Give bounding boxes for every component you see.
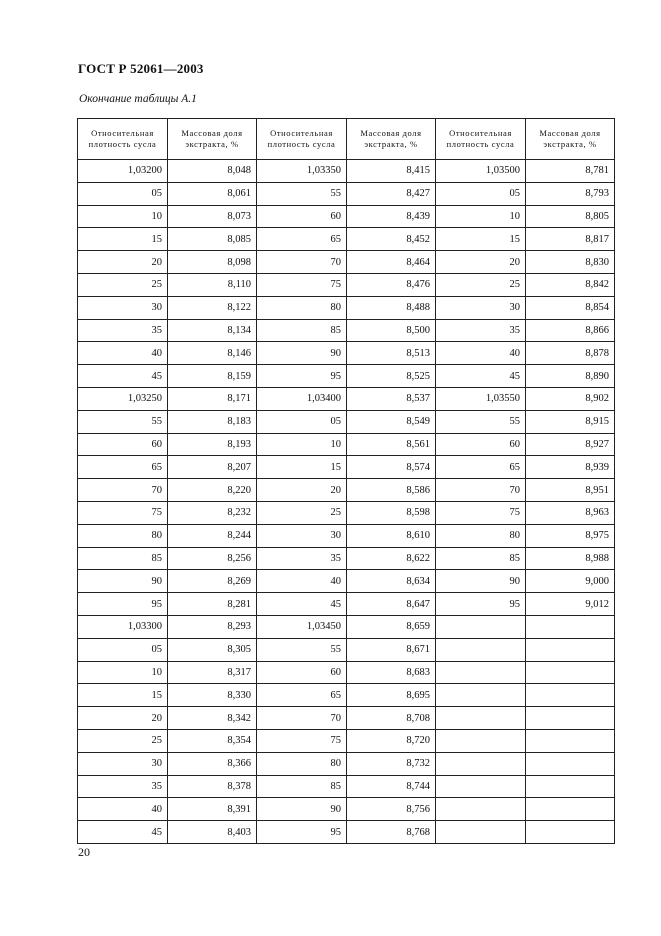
cell-extract-1: 8,256 [168, 547, 257, 570]
header-density-1 [78, 119, 168, 160]
table-row [78, 205, 615, 228]
cell-density-1: 1,03250 [78, 387, 168, 410]
table-row [78, 228, 615, 251]
header-density-3 [436, 119, 526, 160]
cell-extract-1: 8,048 [168, 160, 257, 183]
table-row [78, 410, 615, 433]
cell-extract-2: 8,622 [347, 547, 436, 570]
header-extract-3 [526, 119, 615, 160]
table-row [78, 729, 615, 752]
cell-extract-2: 8,647 [347, 593, 436, 616]
cell-extract-1: 8,110 [168, 273, 257, 296]
cell-extract-1: 8,171 [168, 387, 257, 410]
cell-density-2: 35 [257, 547, 347, 570]
cell-density-1: 65 [78, 456, 168, 479]
cell-density-2: 65 [257, 684, 347, 707]
table-row [78, 821, 615, 844]
table-row [78, 707, 615, 730]
cell-extract-3 [526, 707, 615, 730]
cell-density-1: 20 [78, 707, 168, 730]
table-row [78, 570, 615, 593]
density-extract-table [77, 118, 615, 844]
table-row [78, 160, 615, 183]
table-row [78, 615, 615, 638]
cell-density-3: 15 [436, 228, 526, 251]
table-row [78, 661, 615, 684]
cell-extract-2: 8,427 [347, 182, 436, 205]
cell-extract-1: 8,378 [168, 775, 257, 798]
cell-extract-1: 8,159 [168, 365, 257, 388]
cell-extract-2: 8,439 [347, 205, 436, 228]
cell-density-2: 1,03450 [257, 615, 347, 638]
header-density-2-line-1: Относительная [270, 128, 333, 138]
cell-density-1: 20 [78, 251, 168, 274]
table-row [78, 524, 615, 547]
cell-density-2: 95 [257, 821, 347, 844]
cell-extract-3: 8,902 [526, 387, 615, 410]
cell-extract-2: 8,744 [347, 775, 436, 798]
header-density-2-line-2: плотность сусла [267, 139, 336, 149]
cell-density-2: 55 [257, 182, 347, 205]
table-caption: Окончание таблицы А.1 [79, 93, 197, 105]
cell-density-2: 85 [257, 319, 347, 342]
cell-density-3: 30 [436, 296, 526, 319]
cell-density-2: 60 [257, 205, 347, 228]
cell-extract-3: 8,866 [526, 319, 615, 342]
cell-extract-3 [526, 661, 615, 684]
table-row [78, 182, 615, 205]
cell-density-1: 85 [78, 547, 168, 570]
cell-extract-1: 8,122 [168, 296, 257, 319]
cell-density-1: 05 [78, 182, 168, 205]
cell-density-3: 85 [436, 547, 526, 570]
header-extract-2 [347, 119, 436, 160]
cell-density-3: 80 [436, 524, 526, 547]
cell-density-2: 85 [257, 775, 347, 798]
cell-extract-2: 8,464 [347, 251, 436, 274]
cell-extract-2: 8,452 [347, 228, 436, 251]
cell-density-3: 60 [436, 433, 526, 456]
cell-density-1: 10 [78, 205, 168, 228]
cell-extract-2: 8,708 [347, 707, 436, 730]
table-body [78, 160, 615, 844]
cell-density-3: 90 [436, 570, 526, 593]
table-row [78, 638, 615, 661]
cell-density-1: 40 [78, 342, 168, 365]
cell-density-3: 40 [436, 342, 526, 365]
cell-density-3 [436, 798, 526, 821]
cell-density-2: 45 [257, 593, 347, 616]
cell-density-1: 05 [78, 638, 168, 661]
cell-extract-1: 8,061 [168, 182, 257, 205]
cell-extract-1: 8,146 [168, 342, 257, 365]
table-row [78, 273, 615, 296]
cell-extract-1: 8,183 [168, 410, 257, 433]
cell-density-1: 95 [78, 593, 168, 616]
cell-extract-3 [526, 638, 615, 661]
cell-extract-3: 8,963 [526, 501, 615, 524]
table-row [78, 593, 615, 616]
cell-extract-3: 8,817 [526, 228, 615, 251]
cell-extract-3: 8,805 [526, 205, 615, 228]
cell-extract-2: 8,537 [347, 387, 436, 410]
cell-density-1: 25 [78, 729, 168, 752]
cell-extract-1: 8,366 [168, 752, 257, 775]
cell-density-1: 15 [78, 684, 168, 707]
header-density-3-line-2: плотность сусла [446, 139, 515, 149]
cell-extract-1: 8,330 [168, 684, 257, 707]
cell-density-3 [436, 707, 526, 730]
cell-extract-2: 8,610 [347, 524, 436, 547]
table-row [78, 387, 615, 410]
cell-extract-2: 8,683 [347, 661, 436, 684]
table-row [78, 775, 615, 798]
cell-density-3: 25 [436, 273, 526, 296]
cell-density-1: 1,03300 [78, 615, 168, 638]
cell-density-2: 65 [257, 228, 347, 251]
header-extract-1-line-1: Массовая доля [181, 128, 243, 138]
table-row [78, 456, 615, 479]
cell-extract-2: 8,476 [347, 273, 436, 296]
cell-extract-1: 8,403 [168, 821, 257, 844]
cell-density-1: 55 [78, 410, 168, 433]
cell-density-2: 55 [257, 638, 347, 661]
header-extract-2-line-2: экстракта, % [364, 139, 418, 149]
cell-extract-3: 8,878 [526, 342, 615, 365]
cell-extract-1: 8,220 [168, 479, 257, 502]
cell-extract-2: 8,768 [347, 821, 436, 844]
header-density-3-line-1: Относительная [449, 128, 512, 138]
cell-density-1: 30 [78, 752, 168, 775]
cell-extract-2: 8,586 [347, 479, 436, 502]
cell-density-1: 15 [78, 228, 168, 251]
cell-extract-2: 8,513 [347, 342, 436, 365]
cell-density-3: 55 [436, 410, 526, 433]
cell-extract-1: 8,293 [168, 615, 257, 638]
cell-density-3 [436, 661, 526, 684]
cell-extract-3: 8,793 [526, 182, 615, 205]
cell-density-1: 70 [78, 479, 168, 502]
cell-extract-1: 8,281 [168, 593, 257, 616]
cell-density-3 [436, 684, 526, 707]
cell-density-1: 75 [78, 501, 168, 524]
header-extract-2-line-1: Массовая доля [360, 128, 422, 138]
cell-extract-1: 8,134 [168, 319, 257, 342]
cell-extract-1: 8,317 [168, 661, 257, 684]
cell-density-2: 75 [257, 729, 347, 752]
cell-extract-1: 8,232 [168, 501, 257, 524]
cell-extract-2: 8,415 [347, 160, 436, 183]
cell-extract-2: 8,549 [347, 410, 436, 433]
table-row [78, 296, 615, 319]
cell-extract-2: 8,488 [347, 296, 436, 319]
header-density-1-line-2: плотность сусла [88, 139, 157, 149]
header-extract-3-line-2: экстракта, % [543, 139, 597, 149]
cell-density-2: 90 [257, 798, 347, 821]
cell-density-1: 80 [78, 524, 168, 547]
cell-density-2: 70 [257, 251, 347, 274]
cell-density-3: 10 [436, 205, 526, 228]
table-row [78, 684, 615, 707]
cell-density-1: 45 [78, 821, 168, 844]
header-extract-3-line-1: Массовая доля [539, 128, 601, 138]
cell-extract-1: 8,342 [168, 707, 257, 730]
cell-density-2: 70 [257, 707, 347, 730]
cell-density-2: 80 [257, 296, 347, 319]
cell-density-1: 25 [78, 273, 168, 296]
cell-extract-1: 8,305 [168, 638, 257, 661]
table-row [78, 547, 615, 570]
cell-extract-1: 8,244 [168, 524, 257, 547]
cell-extract-3: 8,927 [526, 433, 615, 456]
document-code: ГОСТ Р 52061—2003 [78, 61, 204, 76]
cell-extract-3: 8,830 [526, 251, 615, 274]
cell-density-1: 35 [78, 319, 168, 342]
cell-extract-2: 8,561 [347, 433, 436, 456]
cell-extract-2: 8,659 [347, 615, 436, 638]
cell-extract-3: 9,012 [526, 593, 615, 616]
cell-density-2: 15 [257, 456, 347, 479]
cell-density-2: 30 [257, 524, 347, 547]
cell-extract-2: 8,720 [347, 729, 436, 752]
cell-extract-3: 8,939 [526, 456, 615, 479]
cell-density-3: 1,03500 [436, 160, 526, 183]
header-density-2 [257, 119, 347, 160]
cell-density-1: 90 [78, 570, 168, 593]
cell-density-2: 95 [257, 365, 347, 388]
cell-density-2: 90 [257, 342, 347, 365]
cell-density-1: 30 [78, 296, 168, 319]
table-row [78, 365, 615, 388]
cell-extract-1: 8,269 [168, 570, 257, 593]
table-row [78, 752, 615, 775]
cell-extract-3: 8,988 [526, 547, 615, 570]
cell-density-3: 65 [436, 456, 526, 479]
cell-extract-1: 8,354 [168, 729, 257, 752]
table-row [78, 251, 615, 274]
cell-extract-2: 8,500 [347, 319, 436, 342]
cell-extract-3 [526, 752, 615, 775]
cell-extract-3: 8,842 [526, 273, 615, 296]
cell-extract-3 [526, 821, 615, 844]
cell-extract-2: 8,634 [347, 570, 436, 593]
cell-density-3 [436, 615, 526, 638]
cell-extract-3: 8,890 [526, 365, 615, 388]
cell-extract-2: 8,695 [347, 684, 436, 707]
cell-density-3 [436, 729, 526, 752]
cell-density-2: 80 [257, 752, 347, 775]
cell-extract-1: 8,098 [168, 251, 257, 274]
cell-density-1: 60 [78, 433, 168, 456]
cell-density-1: 45 [78, 365, 168, 388]
header-extract-1-line-2: экстракта, % [185, 139, 239, 149]
cell-density-3: 70 [436, 479, 526, 502]
cell-density-2: 25 [257, 501, 347, 524]
cell-density-2: 10 [257, 433, 347, 456]
cell-extract-3: 8,951 [526, 479, 615, 502]
cell-extract-3 [526, 775, 615, 798]
cell-density-3: 35 [436, 319, 526, 342]
table-row [78, 798, 615, 821]
cell-extract-1: 8,085 [168, 228, 257, 251]
cell-density-3: 95 [436, 593, 526, 616]
cell-density-1: 40 [78, 798, 168, 821]
cell-density-3 [436, 752, 526, 775]
cell-extract-3 [526, 798, 615, 821]
cell-extract-3 [526, 615, 615, 638]
cell-extract-3: 8,854 [526, 296, 615, 319]
cell-extract-2: 8,598 [347, 501, 436, 524]
cell-extract-2: 8,525 [347, 365, 436, 388]
cell-density-3 [436, 775, 526, 798]
cell-density-3: 20 [436, 251, 526, 274]
cell-density-3 [436, 821, 526, 844]
cell-extract-2: 8,671 [347, 638, 436, 661]
cell-density-3: 1,03550 [436, 387, 526, 410]
cell-extract-3: 8,975 [526, 524, 615, 547]
table-row [78, 319, 615, 342]
cell-extract-2: 8,732 [347, 752, 436, 775]
table-row [78, 501, 615, 524]
cell-extract-1: 8,391 [168, 798, 257, 821]
page-number: 20 [78, 845, 90, 859]
cell-extract-1: 8,073 [168, 205, 257, 228]
cell-density-2: 1,03400 [257, 387, 347, 410]
cell-density-2: 1,03350 [257, 160, 347, 183]
cell-density-1: 35 [78, 775, 168, 798]
header-density-1-line-1: Относительная [91, 128, 154, 138]
table-row [78, 433, 615, 456]
cell-density-1: 1,03200 [78, 160, 168, 183]
cell-extract-1: 8,193 [168, 433, 257, 456]
table-row [78, 342, 615, 365]
cell-extract-3: 9,000 [526, 570, 615, 593]
cell-density-2: 60 [257, 661, 347, 684]
cell-extract-3 [526, 684, 615, 707]
cell-density-3: 45 [436, 365, 526, 388]
cell-density-3 [436, 638, 526, 661]
cell-extract-3: 8,781 [526, 160, 615, 183]
cell-density-3: 05 [436, 182, 526, 205]
cell-density-2: 20 [257, 479, 347, 502]
table-row [78, 479, 615, 502]
cell-density-2: 05 [257, 410, 347, 433]
cell-density-2: 40 [257, 570, 347, 593]
cell-density-3: 75 [436, 501, 526, 524]
cell-extract-3: 8,915 [526, 410, 615, 433]
table-header-row [78, 119, 615, 160]
cell-extract-1: 8,207 [168, 456, 257, 479]
cell-extract-3 [526, 729, 615, 752]
cell-extract-2: 8,574 [347, 456, 436, 479]
cell-extract-2: 8,756 [347, 798, 436, 821]
cell-density-2: 75 [257, 273, 347, 296]
header-extract-1 [168, 119, 257, 160]
cell-density-1: 10 [78, 661, 168, 684]
